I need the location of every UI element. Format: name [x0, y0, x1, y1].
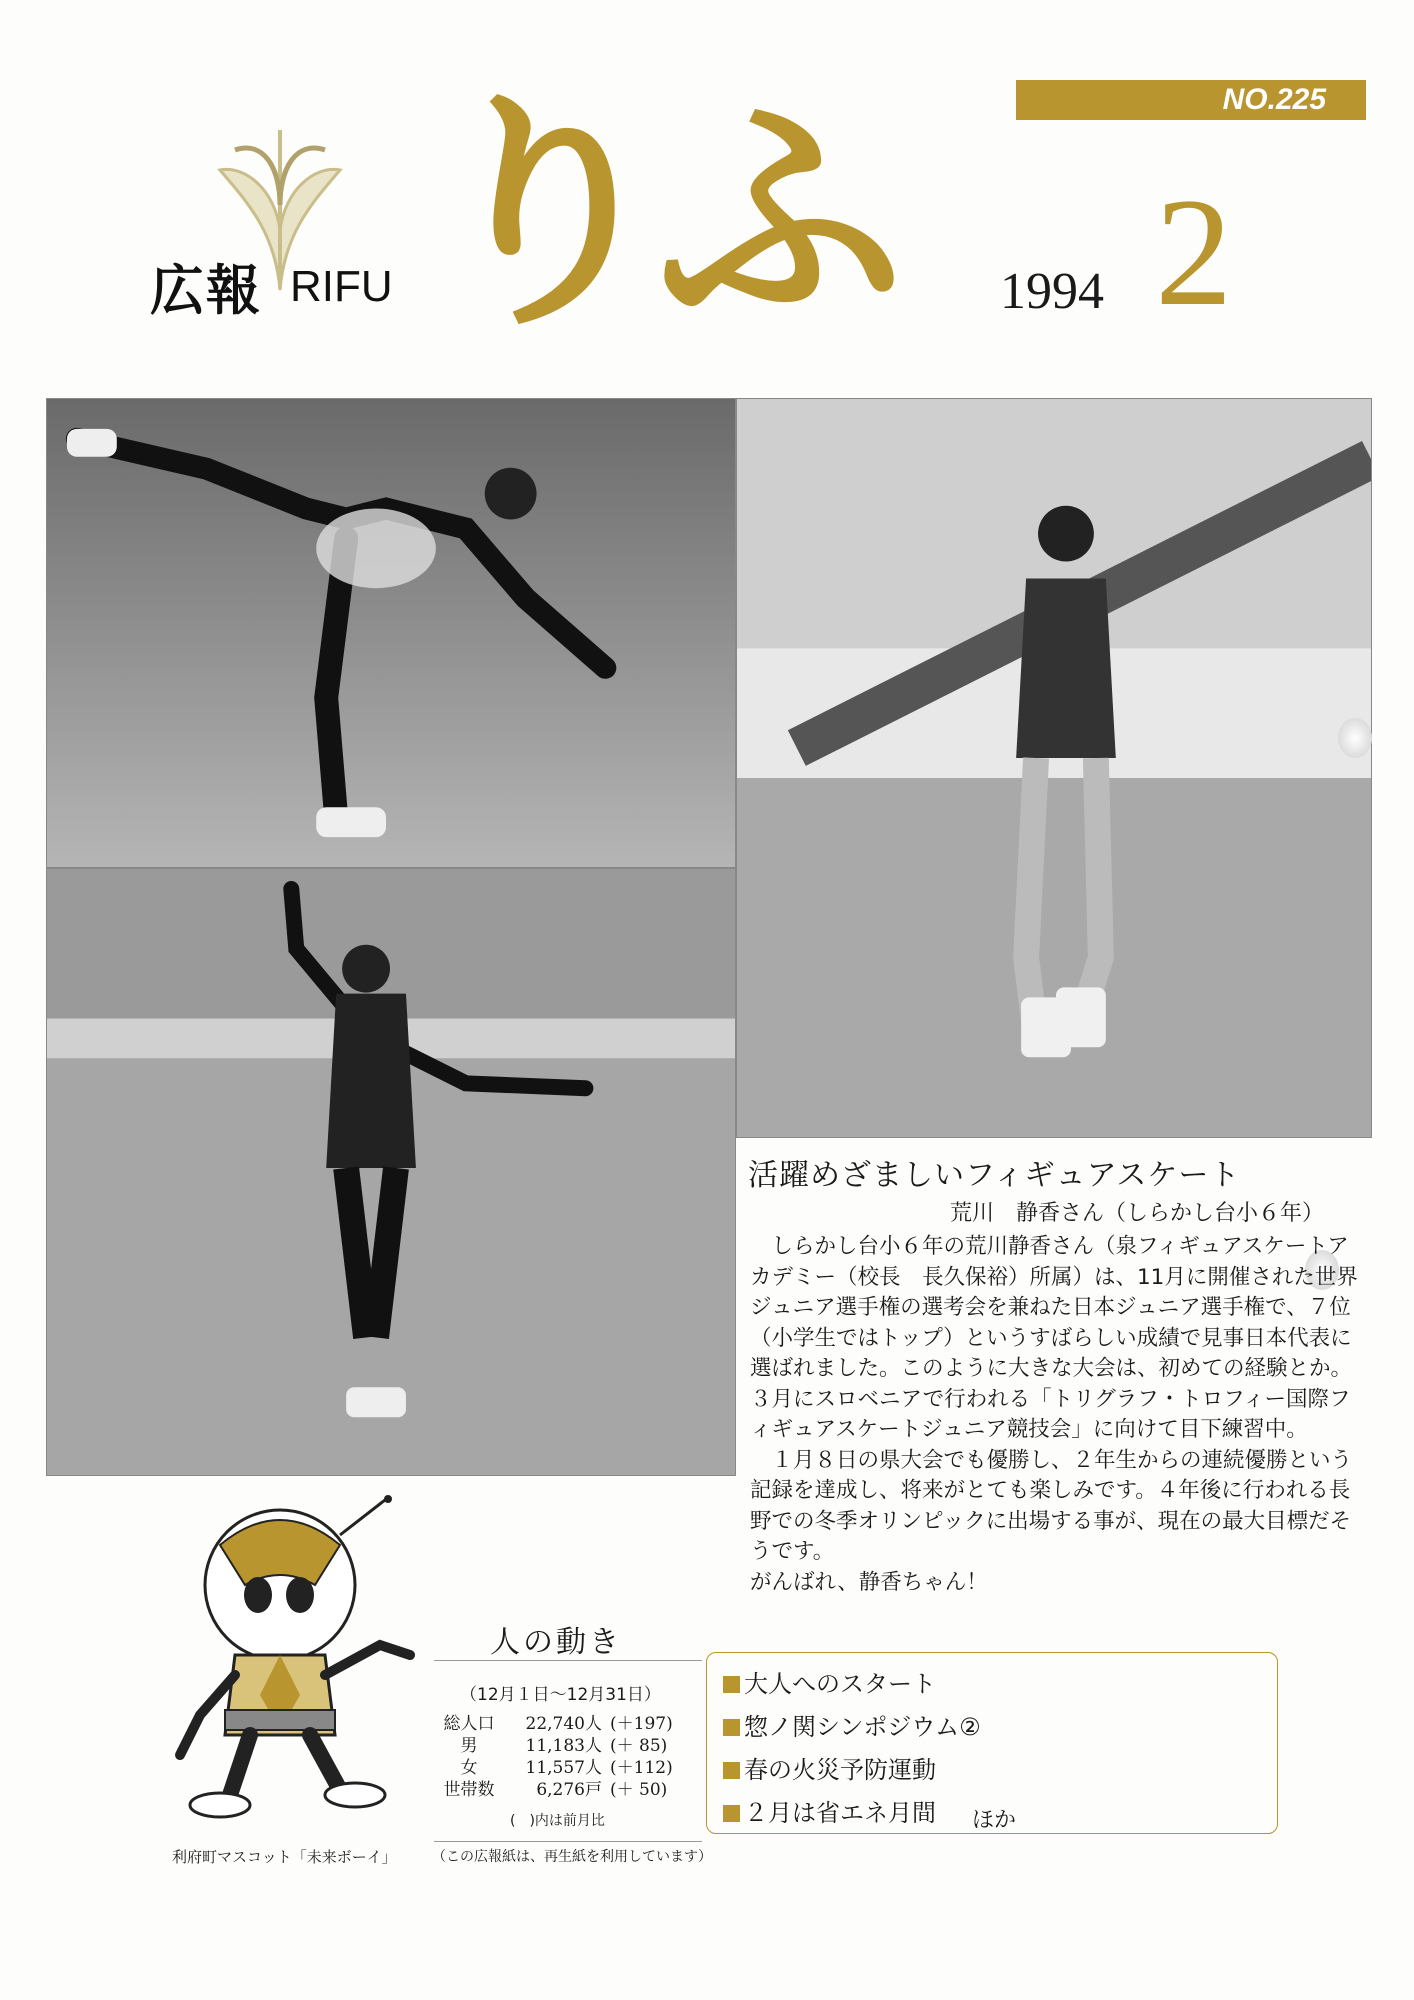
punch-hole [1338, 718, 1372, 758]
skater-photo-standing [736, 398, 1372, 1138]
recycled-paper-note: （この広報紙は、再生紙を利用しています） [432, 1849, 712, 1865]
kouhou-label: 広報 [150, 259, 262, 322]
square-bullet-icon [723, 1762, 740, 1779]
contents-box [706, 1652, 1278, 1834]
article-byline: 荒川 静香さん（しらかし台小６年） [950, 1201, 1325, 1226]
population-value: 22,740人 [525, 1714, 602, 1734]
contents-more: ほか [972, 1808, 1017, 1833]
contents-item-label: 大人へのスタート [744, 1670, 936, 1698]
contents-item-label: 惣ノ関シンポジウム② [744, 1713, 981, 1741]
population-label: 女 [460, 1758, 478, 1778]
population-note: ( )内は前月比 [510, 1813, 605, 1829]
contents-item-label: ２月は省エネ月間 [744, 1799, 936, 1827]
square-bullet-icon [723, 1805, 740, 1822]
population-label: 総人口 [443, 1714, 495, 1734]
population-value: 6,276戸 [536, 1780, 602, 1800]
skater-photo-pose [46, 868, 736, 1476]
table-row [430, 1757, 704, 1779]
mascot-caption: 利府町マスコット「未来ボーイ」 [172, 1848, 397, 1866]
contents-item-label: 春の火災予防運動 [744, 1756, 936, 1784]
population-label: 世帯数 [443, 1780, 495, 1800]
population-change: (＋ 85) [610, 1736, 668, 1756]
article-headline: 活躍めざましいフィギュアスケート [748, 1158, 1241, 1193]
publication-title: りふ [425, 69, 885, 360]
table-row [430, 1779, 704, 1801]
population-table [430, 1713, 704, 1801]
article-closing: がんばれ、静香ちゃん！ [750, 1569, 988, 1595]
table-row [430, 1735, 704, 1757]
issue-year: 1994 [1000, 263, 1104, 320]
skater-photo-spiral [46, 398, 736, 868]
contents-item [723, 1663, 1261, 1706]
article-paragraph: しらかし台小６年の荒川静香さん（泉フィギュアスケートアカデミー（校長 長久保裕）所属）は、11月に開催された世界ジュニア選手権の選考会を兼ねた日本ジュニア選手権で、７位（小学生ではトップ）というすばらしい成績で見事日本代表に選ばれました。このように大きな大会は、初めての経験とか。３月にスロベニアで行われる「トリグラフ・トロフィー国際フィギュアスケートジュニア競技会」に向けて目下練習中。 [750, 1234, 1358, 1442]
population-change: (＋ 50) [610, 1780, 668, 1800]
contents-item [723, 1706, 1261, 1749]
population-change: (＋112) [610, 1758, 673, 1778]
rifu-english-label: RIFU [290, 262, 393, 311]
table-row [430, 1713, 704, 1735]
article-paragraph: １月８日の県大会でも優勝し、２年生からの連続優勝という記録を達成し、将来がとても楽しみです。４年後に行われる長野での冬季オリンピックに出場する事が、現在の最大目標だそうです。 [750, 1447, 1353, 1564]
square-bullet-icon [723, 1719, 740, 1736]
mascot-illustration-icon [140, 1495, 430, 1825]
square-bullet-icon [723, 1676, 740, 1693]
article-body [750, 1232, 1365, 1598]
issue-month: 2 [1155, 166, 1233, 338]
contents-item [723, 1749, 1261, 1792]
population-change: (＋197) [610, 1714, 673, 1734]
population-value: 11,557人 [525, 1758, 602, 1778]
population-title: 人の動き [490, 1625, 622, 1660]
issue-number: NO.225 [1016, 80, 1366, 120]
population-label: 男 [460, 1736, 478, 1756]
population-range: （12月１日〜12月31日） [460, 1685, 661, 1705]
population-value: 11,183人 [525, 1736, 602, 1756]
